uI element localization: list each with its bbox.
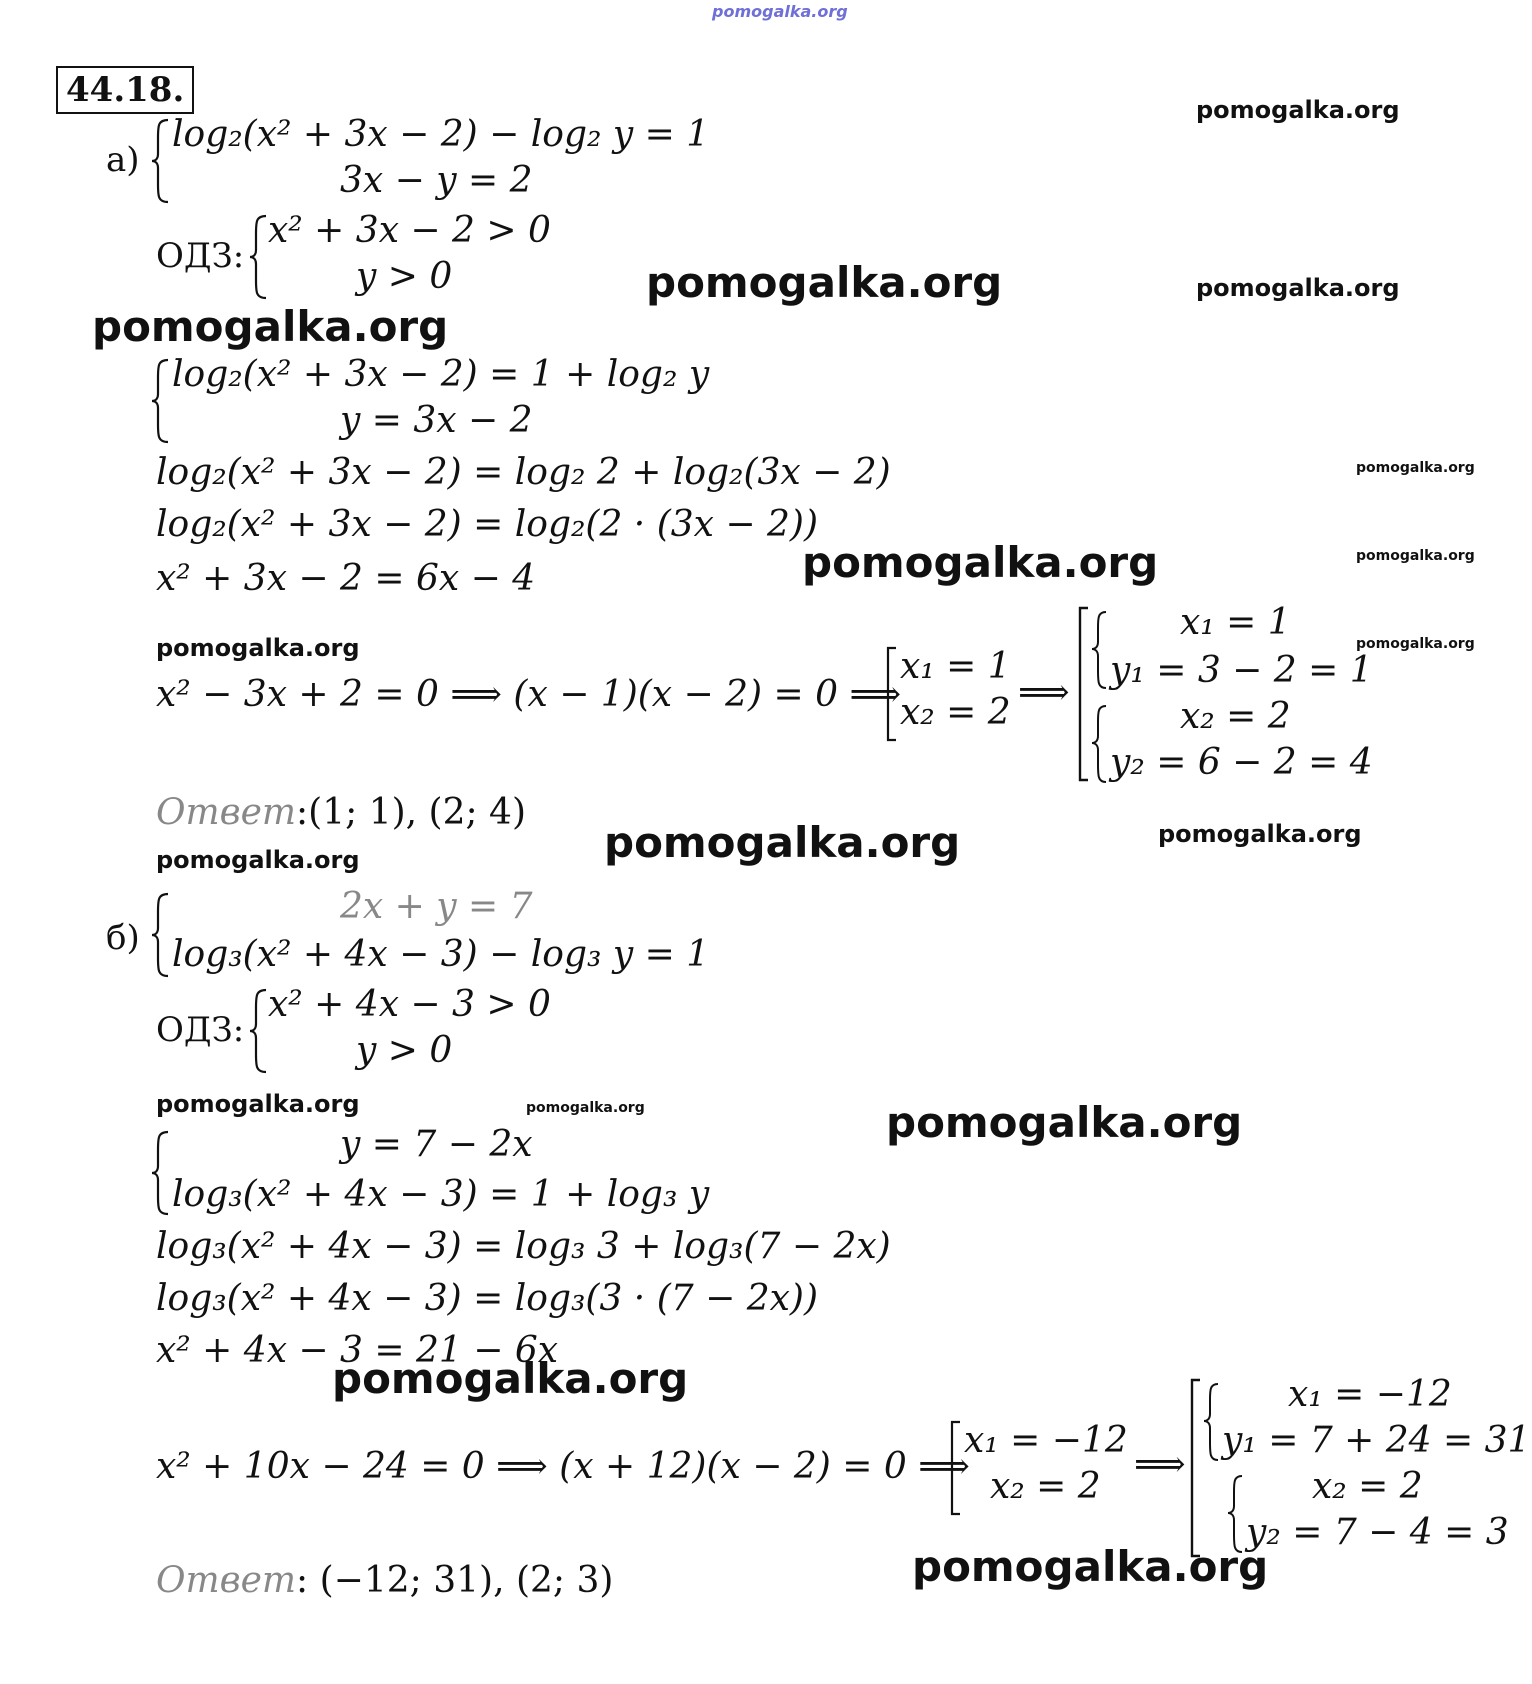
a-sys2-line1: log₂(x² + 3x − 2) = 1 + log₂ y: [172, 354, 710, 395]
a-sol-x1: x₁ = 1: [1180, 602, 1291, 643]
brace-b-sys2: [150, 1128, 174, 1222]
watermark: pomogalka.org: [156, 634, 360, 662]
b-sys2-line2: log₃(x² + 4x − 3) = 1 + log₃ y: [172, 1174, 710, 1215]
brace-a-sys2: [150, 356, 174, 450]
b-answer: [156, 1560, 613, 1601]
a-eq1: log₂(x² + 3x − 2) = log₂ 2 + log₂(3x − 2): [156, 452, 891, 493]
a-sol-y2: y₂ = 6 − 2 = 4: [1110, 742, 1373, 783]
a-sys1-line1: log₂(x² + 3x − 2) − log₂ y = 1: [172, 114, 710, 155]
b-sys1-line2: log₃(x² + 4x − 3) − log₃ y = 1: [172, 934, 710, 975]
problem-number: 44.18.: [56, 66, 194, 114]
watermark-top: pomogalka.org: [712, 2, 848, 21]
watermark: pomogalka.org: [332, 1354, 689, 1403]
watermark: pomogalka.org: [156, 1090, 360, 1118]
a-root1: x₁ = 1: [900, 646, 1011, 687]
b-root2: x₂ = 2: [990, 1466, 1101, 1507]
brace-a-sys1: [150, 116, 174, 210]
watermark: pomogalka.org: [912, 1542, 1269, 1591]
b-sol-x1: x₁ = −12: [1288, 1374, 1452, 1415]
watermark: pomogalka.org: [526, 1100, 645, 1116]
watermark: pomogalka.org: [1196, 96, 1400, 124]
b-odz-line1: x² + 4x − 3 > 0: [268, 984, 551, 1025]
part-b-label: б): [106, 918, 140, 958]
b-sys1-line1: 2x + y = 7: [340, 886, 533, 927]
watermark: pomogalka.org: [604, 818, 961, 867]
a-eq3: x² + 3x − 2 = 6x − 4: [156, 558, 536, 599]
b-odz-label: ОДЗ:: [156, 1010, 245, 1050]
watermark: pomogalka.org: [646, 258, 1003, 307]
bracket-a-roots: [884, 646, 900, 746]
a-arrow: ⟹: [1018, 672, 1070, 713]
watermark: pomogalka.org: [1356, 460, 1475, 476]
b-sol-y2: y₂ = 7 − 4 = 3: [1246, 1512, 1509, 1553]
b-eq3: x² + 4x − 3 = 21 − 6x: [156, 1330, 559, 1371]
a-root2: x₂ = 2: [900, 692, 1011, 733]
b-root1: x₁ = −12: [964, 1420, 1128, 1461]
a-sol-x2: x₂ = 2: [1180, 696, 1291, 737]
b-sol-x2: x₂ = 2: [1312, 1466, 1423, 1507]
a-eq4: x² − 3x + 2 = 0 ⟹ (x − 1)(x − 2) = 0 ⟹: [156, 674, 902, 715]
a-odz-line2: y > 0: [356, 256, 453, 297]
b-sol-y1: y₁ = 7 + 24 = 31: [1222, 1420, 1531, 1461]
b-eq4: x² + 10x − 24 = 0 ⟹ (x + 12)(x − 2) = 0 ⟹: [156, 1446, 970, 1487]
watermark: pomogalka.org: [156, 846, 360, 874]
a-odz-label: ОДЗ:: [156, 236, 245, 276]
a-sys2-line2: y = 3x − 2: [340, 400, 533, 441]
watermark: pomogalka.org: [1356, 636, 1475, 652]
b-arrow: ⟹: [1134, 1444, 1186, 1485]
a-eq2: log₂(x² + 3x − 2) = log₂(2 · (3x − 2)): [156, 504, 818, 545]
b-eq1: log₃(x² + 4x − 3) = log₃ 3 + log₃(7 − 2x): [156, 1226, 891, 1267]
b-eq2: log₃(x² + 4x − 3) = log₃(3 · (7 − 2x)): [156, 1278, 818, 1319]
bracket-b-roots: [948, 1420, 964, 1520]
watermark: pomogalka.org: [92, 302, 449, 351]
b-answer-value: : (−12; 31), (2; 3): [296, 1560, 614, 1601]
a-answer: [156, 792, 526, 833]
a-answer-value: :(1; 1), (2; 4): [296, 792, 527, 833]
brace-a-sol2: [1090, 702, 1110, 790]
brace-b-sol1: [1202, 1380, 1222, 1468]
a-sol-y1: y₁ = 3 − 2 = 1: [1110, 650, 1373, 691]
watermark: pomogalka.org: [1196, 274, 1400, 302]
brace-b-sys1: [150, 890, 174, 984]
brace-a-sol1: [1090, 608, 1110, 696]
b-odz-line2: y > 0: [356, 1030, 453, 1071]
b-answer-label: Ответ: [156, 1560, 297, 1601]
a-odz-line1: x² + 3x − 2 > 0: [268, 210, 551, 251]
a-answer-label: Ответ: [156, 792, 297, 833]
watermark: pomogalka.org: [1158, 820, 1362, 848]
watermark: pomogalka.org: [802, 538, 1159, 587]
part-a-label: а): [106, 140, 140, 180]
watermark: pomogalka.org: [886, 1098, 1243, 1147]
watermark: pomogalka.org: [1356, 548, 1475, 564]
b-sys2-line1: y = 7 − 2x: [340, 1124, 533, 1165]
a-sys1-line2: 3x − y = 2: [340, 160, 533, 201]
